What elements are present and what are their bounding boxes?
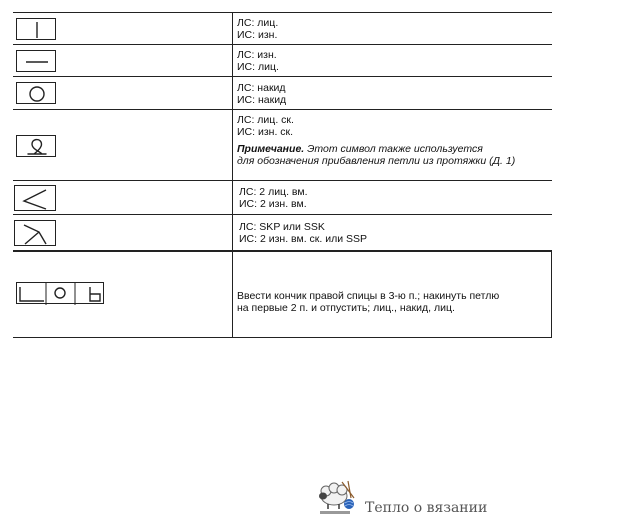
description-line: ЛС: SKP или SSK <box>239 221 325 233</box>
horizontal-dash-icon <box>16 50 56 72</box>
knitting-sheep-logo-icon <box>314 476 358 516</box>
description-cell <box>237 290 499 314</box>
legend-row-knit <box>13 12 552 44</box>
brand-name: Тепло о вязании <box>365 500 488 516</box>
description-cell <box>237 49 279 73</box>
description-line: ИС: 2 изн. вм. <box>239 198 307 210</box>
description-line: ИС: лиц. <box>237 61 279 73</box>
description-cell <box>237 114 515 167</box>
circle-icon <box>16 82 56 104</box>
note-text <box>237 143 515 155</box>
legend-row-ssk <box>13 214 552 250</box>
legend-row-k2tog <box>13 180 552 214</box>
symbol-cell <box>13 45 233 76</box>
twisted-loop-icon <box>16 135 56 157</box>
description-line: ЛС: накид <box>237 82 286 94</box>
symbol-cell <box>13 77 233 109</box>
description-line: ЛС: лиц. <box>237 17 279 29</box>
description-line: ИС: накид <box>237 94 287 106</box>
symbol-cell <box>13 181 233 214</box>
description-cell <box>237 82 286 106</box>
vertical-bar-icon <box>16 18 56 40</box>
note-label: Примечание. <box>237 143 305 155</box>
description-cell <box>237 17 278 41</box>
three-stitch-pass-over-icon <box>16 282 104 304</box>
symbol-cell <box>13 13 233 44</box>
description-cell <box>239 186 308 210</box>
right-leaning-decrease-icon <box>14 185 56 211</box>
description-line: ИС: изн. <box>237 29 278 41</box>
legend-row-purl <box>13 44 552 76</box>
symbol-cell <box>13 110 233 180</box>
description-line: ИС: изн. ск. <box>237 126 294 138</box>
description-line: на первые 2 п. и отпустить; лиц., накид, лиц. <box>237 302 455 314</box>
description-line: ЛС: 2 лиц. вм. <box>239 186 308 198</box>
legend-row-pass-over <box>13 250 552 338</box>
left-leaning-decrease-icon <box>14 220 56 246</box>
symbol-cell <box>13 252 233 337</box>
description-line: ЛС: изн. <box>237 49 277 61</box>
description-line: ИС: 2 изн. вм. ск. или SSP <box>239 233 368 245</box>
legend-row-twisted <box>13 109 552 180</box>
note-line: Этот символ также используется <box>307 143 483 155</box>
legend-row-yarn-over <box>13 76 552 109</box>
symbol-cell <box>13 215 233 250</box>
description-cell <box>239 221 367 245</box>
note-line: для обозначения прибавления петли из протяжки (Д. 1) <box>237 155 516 167</box>
description-line: ЛС: лиц. ск. <box>237 114 294 126</box>
description-line: Ввести кончик правой спицы в 3-ю п.; накинуть петлю <box>237 290 500 302</box>
